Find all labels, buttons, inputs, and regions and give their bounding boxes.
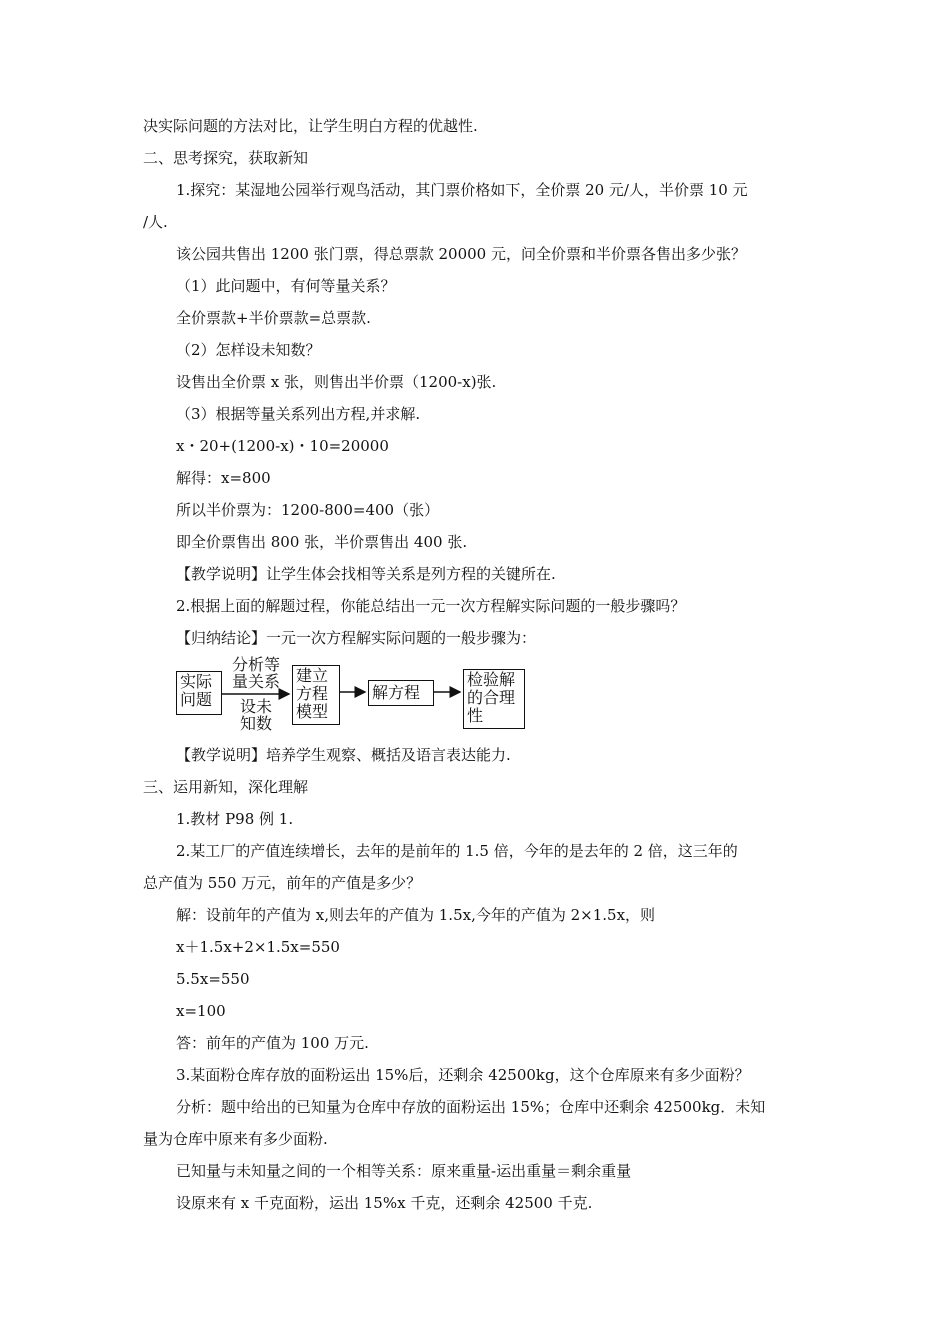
- text-line: 设售出全价票 x 张，则售出半价票（1200-x)张.: [176, 373, 497, 391]
- text-line: 3.某面粉仓库存放的面粉运出 15%后，还剩余 42500kg，这个仓库原来有多少面粉？: [176, 1066, 750, 1084]
- equation-line: x=100: [176, 1002, 226, 1020]
- section-heading: 二、思考探究，获取新知: [143, 149, 309, 167]
- section-heading: 三、运用新知，深化理解: [143, 778, 309, 796]
- text-line: 设原来有 x 千克面粉，运出 15%x 千克，还剩余 42500 千克.: [176, 1194, 593, 1212]
- text-line: 全价票款+半价票款=总票款.: [176, 309, 371, 327]
- text-line: 1.探究：某湿地公园举行观鸟活动，其门票价格如下，全价票 20 元/人，半价票 10 元: [176, 181, 748, 199]
- teaching-note: 【教学说明】培养学生观察、概括及语言表达能力.: [176, 746, 511, 764]
- label-analyze-relation: 分析等 量关系: [231, 655, 280, 691]
- equation-line: x＋1.5x+2×1.5x=550: [176, 938, 340, 956]
- text-line: 2.某工厂的产值连续增长，去年的是前年的 1.5 倍，今年的是去年的 2 倍，这三年的: [176, 842, 738, 860]
- text-line: 答：前年的产值为 100 万元.: [176, 1034, 369, 1052]
- box-verify-solution: 检验解 的合理 性: [463, 669, 525, 729]
- text-line: 2.根据上面的解题过程，你能总结出一元一次方程解实际问题的一般步骤吗？: [176, 597, 686, 615]
- text-line: 量为仓库中原来有多少面粉.: [143, 1130, 328, 1148]
- box-actual-problem: 实际 问题: [176, 671, 222, 715]
- text-line: 已知量与未知量之间的一个相等关系：原来重量-运出重量＝剩余重量: [176, 1162, 632, 1180]
- text-line: 该公园共售出 1200 张门票，得总票款 20000 元，问全价票和半价票各售出多少张？: [176, 245, 746, 263]
- conclusion-line: 【归纳结论】一元一次方程解实际问题的一般步骤为：: [176, 629, 537, 647]
- text-line: 决实际问题的方法对比，让学生明白方程的优越性.: [143, 117, 478, 135]
- equation-line: 5.5x=550: [176, 970, 250, 988]
- text-line: 分析：题中给出的已知量为仓库中存放的面粉运出 15%；仓库中还剩余 42500kg．未知: [176, 1098, 766, 1116]
- teaching-note: 【教学说明】让学生体会找相等关系是列方程的关键所在.: [176, 565, 556, 583]
- equation-line: x・20+(1200-x)・10=20000: [176, 437, 389, 455]
- box-solve-equation: 解方程: [368, 680, 434, 706]
- text-line: 即全价票售出 800 张，半价票售出 400 张.: [176, 533, 468, 551]
- box-build-model: 建立 方程 模型: [292, 665, 340, 725]
- text-line: （1）此问题中，有何等量关系？: [176, 277, 396, 295]
- text-line: 1.教材 P98 例 1.: [176, 810, 294, 828]
- text-line: 所以半价票为：1200-800=400（张）: [176, 501, 440, 519]
- text-line: /人.: [143, 213, 168, 231]
- text-line: （3）根据等量关系列出方程,并求解.: [176, 405, 421, 423]
- steps-flowchart: [176, 656, 526, 732]
- text-line: 解得：x=800: [176, 469, 271, 487]
- label-set-unknown: 设未 知数: [239, 697, 272, 733]
- text-line: 解：设前年的产值为 x,则去年的产值为 1.5x,今年的产值为 2×1.5x，则: [176, 906, 656, 924]
- text-line: （2）怎样设未知数？: [176, 341, 321, 359]
- text-line: 总产值为 550 万元，前年的产值是多少？: [143, 874, 422, 892]
